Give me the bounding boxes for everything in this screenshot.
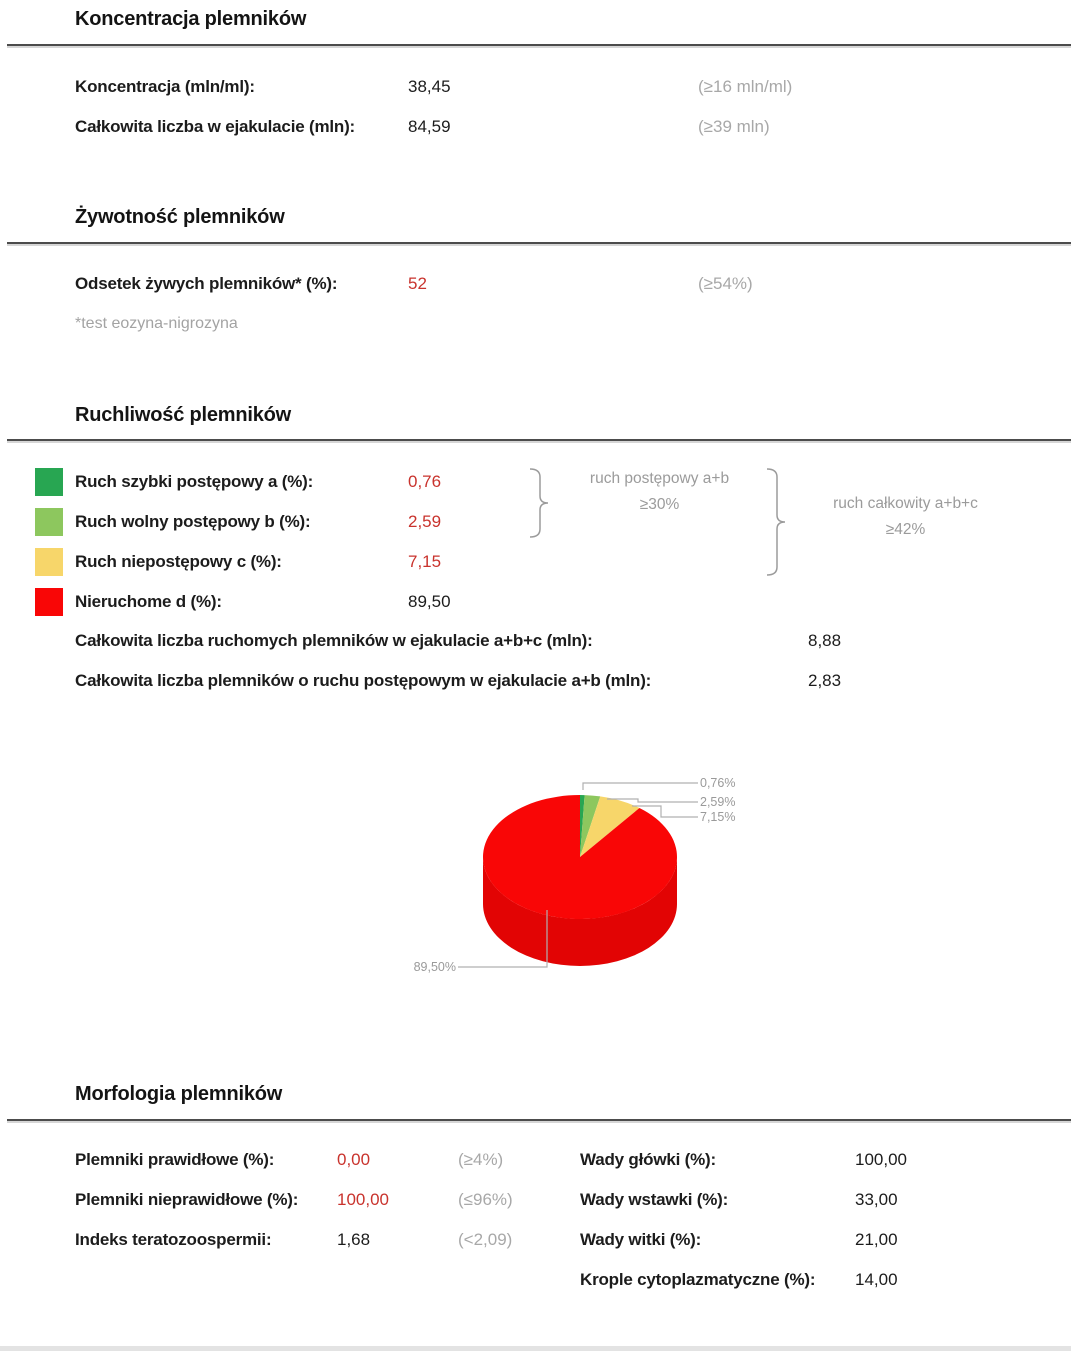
legend-swatch-b (35, 508, 63, 536)
section-title-motility: Ruchliwość plemników (75, 404, 292, 426)
reference-range: (≥39 mln) (698, 117, 770, 136)
row-label: Wady witki (%): (580, 1230, 702, 1249)
row-value: 14,00 (855, 1270, 898, 1289)
row-value-flagged: 100,00 (337, 1190, 389, 1209)
row-value: 38,45 (408, 77, 451, 96)
footnote: *test eozyna-nigrozyna (75, 315, 238, 332)
reference-range: (≥4%) (458, 1150, 504, 1169)
bracket-abc-line1: ruch całkowity a+b+c (833, 495, 978, 512)
pie-slice-label: 89,50% (413, 960, 456, 974)
legend-swatch-c (35, 548, 63, 576)
bracket-abc (764, 467, 790, 577)
row-value: 21,00 (855, 1230, 898, 1249)
row-value: 89,50 (408, 592, 451, 611)
row-label: Nieruchome d (%): (75, 592, 222, 611)
row-value-flagged: 0,76 (408, 472, 442, 491)
bracket-ab-caption (562, 466, 757, 518)
row-value: 1,68 (337, 1230, 371, 1249)
row-value-flagged: 7,15 (408, 552, 442, 571)
section-divider (7, 242, 1071, 244)
row-label: Całkowita liczba w ejakulacie (mln): (75, 117, 355, 136)
section-divider (7, 439, 1071, 441)
pie-slice-label: 2,59% (700, 795, 736, 809)
row-label: Ruch niepostępowy c (%): (75, 552, 282, 571)
motility-pie-chart (380, 758, 800, 993)
row-label: Ruch wolny postępowy b (%): (75, 512, 311, 531)
section-divider (7, 1119, 1071, 1121)
row-value-flagged: 52 (408, 274, 427, 293)
row-label: Całkowita liczba plemników o ruchu postępowym w ejakulacie a+b (mln): (75, 671, 652, 690)
bracket-ab (527, 467, 553, 539)
row-value: 2,83 (808, 671, 842, 690)
row-value: 84,59 (408, 117, 451, 136)
row-value-flagged: 2,59 (408, 512, 442, 531)
row-label: Indeks teratozoospermii: (75, 1230, 272, 1249)
legend-swatch-d (35, 588, 63, 616)
bracket-ab-line1: ruch postępowy a+b (589, 470, 730, 487)
section-divider (7, 44, 1071, 46)
section-title-vitality: Żywotność plemników (75, 206, 285, 228)
row-value-flagged: 0,00 (337, 1150, 371, 1169)
reference-range: (≥16 mln/ml) (698, 77, 793, 96)
row-label: Krople cytoplazmatyczne (%): (580, 1270, 816, 1289)
row-label: Odsetek żywych plemników* (%): (75, 274, 338, 293)
row-label: Całkowita liczba ruchomych plemników w ejakulacie a+b+c (mln): (75, 631, 593, 650)
bracket-ab-line2: ≥30% (639, 496, 680, 513)
row-label: Plemniki prawidłowe (%): (75, 1150, 275, 1169)
pie-slice-label: 0,76% (700, 776, 736, 790)
reference-range: (<2,09) (458, 1230, 513, 1249)
reference-range: (≤96%) (458, 1190, 513, 1209)
row-value: 8,88 (808, 631, 842, 650)
row-label: Koncentracja (mln/ml): (75, 77, 255, 96)
legend-swatch-a (35, 468, 63, 496)
bracket-abc-caption (808, 491, 1003, 543)
row-label: Ruch szybki postępowy a (%): (75, 472, 314, 491)
row-label: Plemniki nieprawidłowe (%): (75, 1190, 299, 1209)
row-value: 33,00 (855, 1190, 898, 1209)
reference-range: (≥54%) (698, 274, 753, 293)
bracket-abc-line2: ≥42% (885, 521, 926, 538)
section-title-morphology: Morfologia plemników (75, 1083, 283, 1105)
section-title-concentration: Koncentracja plemników (75, 8, 307, 30)
page-bottom-edge (0, 1346, 1071, 1351)
row-label: Wady główki (%): (580, 1150, 716, 1169)
pie-slice-label: 7,15% (700, 810, 736, 824)
row-value: 100,00 (855, 1150, 907, 1169)
row-label: Wady wstawki (%): (580, 1190, 729, 1209)
